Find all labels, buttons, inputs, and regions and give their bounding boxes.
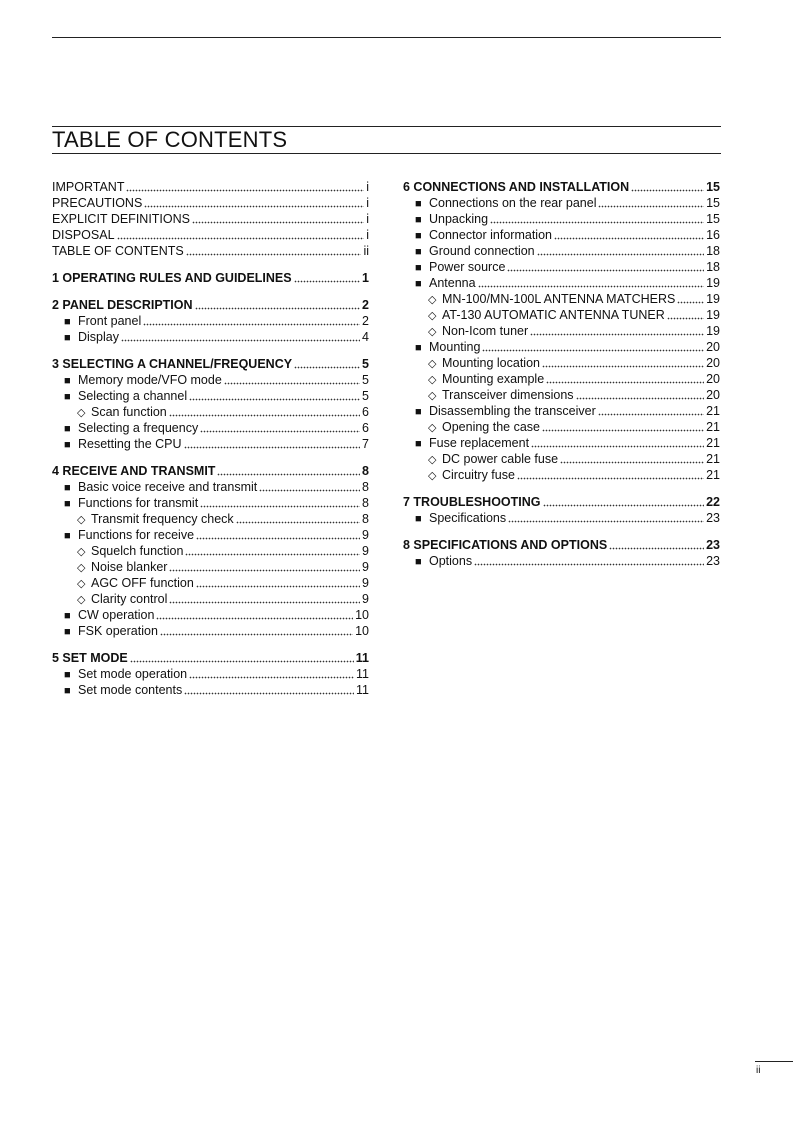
toc-entry-functions-for-receive[interactable] xyxy=(52,527,369,543)
dot-leader xyxy=(169,414,360,417)
toc-entry-power-source[interactable] xyxy=(403,259,720,275)
toc-entry-specifications[interactable] xyxy=(403,510,720,526)
toc-entry-label: 3 SELECTING A CHANNEL/FREQUENCY xyxy=(52,357,293,371)
dot-leader xyxy=(143,323,360,326)
toc-entry-page-number: 9 xyxy=(362,560,369,574)
toc-entry-page-number: 9 xyxy=(362,576,369,590)
toc-entry-page-number: 20 xyxy=(706,372,720,386)
toc-entry-label: Set mode operation xyxy=(78,667,188,681)
toc-left-column xyxy=(52,179,369,698)
toc-entry-page-number: 2 xyxy=(362,298,369,312)
dot-leader xyxy=(530,333,704,336)
dot-leader xyxy=(546,381,704,384)
toc-entry-label: Transceiver dimensions xyxy=(442,388,574,402)
dot-leader xyxy=(144,205,364,208)
toc-entry-noise-blanker[interactable] xyxy=(52,559,369,575)
diamond-bullet-icon: ◇ xyxy=(428,390,437,402)
section-gap xyxy=(52,286,369,297)
dot-leader xyxy=(294,280,360,283)
toc-entry-1-operating-rules-and-guidelines[interactable] xyxy=(52,270,369,286)
toc-entry-label: Basic voice receive and transmit xyxy=(78,480,258,494)
filled-square-bullet-icon: ■ xyxy=(415,556,422,568)
dot-leader xyxy=(542,365,704,368)
dot-leader xyxy=(186,253,362,256)
dot-leader xyxy=(224,382,360,385)
toc-entry-label: 1 OPERATING RULES AND GUIDELINES xyxy=(52,271,292,285)
dot-leader xyxy=(667,317,704,320)
toc-entry-label: Memory mode/VFO mode xyxy=(78,373,222,387)
toc-entry-label: PRECAUTIONS xyxy=(52,196,143,210)
toc-entry-page-number: 10 xyxy=(355,608,369,622)
toc-entry-page-number: 22 xyxy=(706,495,720,509)
dot-leader xyxy=(184,692,354,695)
toc-entry-label: Set mode contents xyxy=(78,683,183,697)
dot-leader xyxy=(196,537,360,540)
section-gap xyxy=(403,483,720,494)
filled-square-bullet-icon: ■ xyxy=(64,423,71,435)
toc-entry-page-number: 21 xyxy=(706,468,720,482)
toc-entry-label: Clarity control xyxy=(91,592,168,606)
filled-square-bullet-icon: ■ xyxy=(415,513,422,525)
dot-leader xyxy=(598,205,704,208)
dot-leader xyxy=(121,339,360,342)
footer-rule xyxy=(755,1061,793,1062)
dot-leader xyxy=(117,237,365,240)
toc-entry-resetting-the-cpu[interactable] xyxy=(52,436,369,452)
dot-leader xyxy=(195,307,361,310)
toc-entry-page-number: 4 xyxy=(362,330,369,344)
toc-entry-label: Display xyxy=(78,330,119,344)
toc-entry-label: Resetting the CPU xyxy=(78,437,182,451)
diamond-bullet-icon: ◇ xyxy=(77,562,86,574)
toc-entry-page-number: 9 xyxy=(362,528,369,542)
toc-entry-label: Squelch function xyxy=(91,544,184,558)
page-title: TABLE OF CONTENTS xyxy=(52,127,288,152)
toc-entry-5-set-mode[interactable] xyxy=(52,650,369,666)
toc-entry-page-number: 11 xyxy=(355,651,369,665)
toc-entry-page-number: 15 xyxy=(706,196,720,210)
filled-square-bullet-icon: ■ xyxy=(64,610,71,622)
dot-leader xyxy=(294,366,360,369)
toc-entry-page-number: 19 xyxy=(706,324,720,338)
toc-entry-page-number: 15 xyxy=(706,212,720,226)
toc-entry-page-number: i xyxy=(366,228,369,242)
toc-entry-page-number: 19 xyxy=(706,292,720,306)
toc-entry-page-number: 5 xyxy=(362,357,369,371)
toc-entry-unpacking[interactable] xyxy=(403,211,720,227)
toc-entry-table-of-contents[interactable] xyxy=(52,243,369,259)
diamond-bullet-icon: ◇ xyxy=(77,546,86,558)
toc-entry-page-number: 23 xyxy=(706,538,720,552)
diamond-bullet-icon: ◇ xyxy=(77,514,86,526)
toc-entry-squelch-function[interactable] xyxy=(52,543,369,559)
toc-entry-page-number: 21 xyxy=(706,420,720,434)
toc-entry-circuitry-fuse[interactable] xyxy=(403,467,720,483)
toc-entry-page-number: i xyxy=(366,196,369,210)
dot-leader xyxy=(543,504,705,507)
dot-leader xyxy=(490,221,704,224)
dot-leader xyxy=(598,413,704,416)
toc-entry-2-panel-description[interactable] xyxy=(52,297,369,313)
toc-entry-antenna[interactable] xyxy=(403,275,720,291)
filled-square-bullet-icon: ■ xyxy=(415,342,422,354)
diamond-bullet-icon: ◇ xyxy=(428,358,437,370)
toc-entry-label: MN-100/MN-100L ANTENNA MATCHERS xyxy=(442,292,676,306)
toc-entry-disassembling-the-transceiver[interactable] xyxy=(403,403,720,419)
toc-entry-page-number: 21 xyxy=(706,404,720,418)
filled-square-bullet-icon: ■ xyxy=(415,438,422,450)
toc-entry-page-number: i xyxy=(366,180,369,194)
diamond-bullet-icon: ◇ xyxy=(428,294,437,306)
toc-entry-label: Connections on the rear panel xyxy=(429,196,597,210)
toc-entry-ground-connection[interactable] xyxy=(403,243,720,259)
filled-square-bullet-icon: ■ xyxy=(64,316,71,328)
toc-entry-page-number: 23 xyxy=(706,511,720,525)
dot-leader xyxy=(609,547,704,550)
toc-entry-page-number: 18 xyxy=(706,244,720,258)
dot-leader xyxy=(130,660,354,663)
toc-entry-label: Front panel xyxy=(78,314,142,328)
dot-leader xyxy=(236,521,360,524)
toc-entry-7-troubleshooting[interactable] xyxy=(403,494,720,510)
toc-entry-page-number: 7 xyxy=(362,437,369,451)
dot-leader xyxy=(531,445,704,448)
toc-entry-label: Noise blanker xyxy=(91,560,168,574)
footer-page-number: ii xyxy=(756,1065,761,1076)
toc-entry-precautions[interactable] xyxy=(52,195,369,211)
toc-entry-mn-100-mn-100l-antenna-matchers[interactable] xyxy=(403,291,720,307)
dot-leader xyxy=(184,446,361,449)
toc-entry-page-number: 5 xyxy=(362,373,369,387)
toc-entry-transceiver-dimensions[interactable] xyxy=(403,387,720,403)
dot-leader xyxy=(508,520,704,523)
dot-leader xyxy=(169,569,360,572)
diamond-bullet-icon: ◇ xyxy=(428,422,437,434)
toc-entry-mounting-location[interactable] xyxy=(403,355,720,371)
filled-square-bullet-icon: ■ xyxy=(415,198,422,210)
toc-entry-scan-function[interactable] xyxy=(52,404,369,420)
toc-entry-label: DC power cable fuse xyxy=(442,452,559,466)
toc-entry-label: Mounting example xyxy=(442,372,545,386)
toc-entry-front-panel[interactable] xyxy=(52,313,369,329)
title-underline xyxy=(52,153,721,154)
dot-leader xyxy=(478,285,705,288)
dot-leader xyxy=(200,505,360,508)
toc-entry-page-number: 18 xyxy=(706,260,720,274)
toc-entry-opening-the-case[interactable] xyxy=(403,419,720,435)
diamond-bullet-icon: ◇ xyxy=(428,470,437,482)
diamond-bullet-icon: ◇ xyxy=(428,374,437,386)
dot-leader xyxy=(677,301,704,304)
toc-entry-label: AGC OFF function xyxy=(91,576,194,590)
toc-entry-page-number: 16 xyxy=(706,228,720,242)
toc-entry-page-number: 8 xyxy=(362,480,369,494)
dot-leader xyxy=(482,349,704,352)
toc-entry-clarity-control[interactable] xyxy=(52,591,369,607)
toc-entry-page-number: 5 xyxy=(362,389,369,403)
toc-entry-3-selecting-a-channel-frequency[interactable] xyxy=(52,356,369,372)
toc-entry-page-number: ii xyxy=(363,244,369,258)
dot-leader xyxy=(185,553,360,556)
toc-entry-label: 8 SPECIFICATIONS AND OPTIONS xyxy=(403,538,608,552)
toc-entry-label: 2 PANEL DESCRIPTION xyxy=(52,298,193,312)
toc-entry-page-number: 1 xyxy=(362,271,369,285)
toc-entry-disposal[interactable] xyxy=(52,227,369,243)
toc-entry-label: Disassembling the transceiver xyxy=(429,404,596,418)
toc-entry-label: IMPORTANT xyxy=(52,180,125,194)
toc-entry-label: Unpacking xyxy=(429,212,489,226)
toc-entry-connector-information[interactable] xyxy=(403,227,720,243)
toc-entry-label: EXPLICIT DEFINITIONS xyxy=(52,212,190,226)
dot-leader xyxy=(156,617,353,620)
toc-entry-functions-for-transmit[interactable] xyxy=(52,495,369,511)
toc-entry-label: Antenna xyxy=(429,276,476,290)
toc-entry-8-specifications-and-options[interactable] xyxy=(403,537,720,553)
toc-entry-dc-power-cable-fuse[interactable] xyxy=(403,451,720,467)
toc-entry-6-connections-and-installation[interactable] xyxy=(403,179,720,195)
toc-entry-display[interactable] xyxy=(52,329,369,345)
toc-entry-label: AT-130 AUTOMATIC ANTENNA TUNER xyxy=(442,308,665,322)
toc-entry-label: 4 RECEIVE AND TRANSMIT xyxy=(52,464,216,478)
toc-entry-page-number: 15 xyxy=(706,180,720,194)
toc-entry-page-number: 20 xyxy=(706,356,720,370)
toc-entry-label: CW operation xyxy=(78,608,155,622)
dot-leader xyxy=(189,676,354,679)
toc-entry-page-number: 6 xyxy=(362,405,369,419)
toc-entry-label: Transmit frequency check xyxy=(91,512,234,526)
diamond-bullet-icon: ◇ xyxy=(428,310,437,322)
toc-entry-label: Fuse replacement xyxy=(429,436,530,450)
section-gap xyxy=(52,639,369,650)
toc-entry-transmit-frequency-check[interactable] xyxy=(52,511,369,527)
filled-square-bullet-icon: ■ xyxy=(415,230,422,242)
filled-square-bullet-icon: ■ xyxy=(64,626,71,638)
toc-entry-label: Specifications xyxy=(429,511,507,525)
toc-entry-page-number: 8 xyxy=(362,496,369,510)
toc-entry-page-number: 20 xyxy=(706,340,720,354)
toc-entry-page-number: i xyxy=(366,212,369,226)
diamond-bullet-icon: ◇ xyxy=(77,578,86,590)
toc-entry-page-number: 19 xyxy=(706,308,720,322)
toc-entry-mounting-example[interactable] xyxy=(403,371,720,387)
filled-square-bullet-icon: ■ xyxy=(64,332,71,344)
filled-square-bullet-icon: ■ xyxy=(415,262,422,274)
section-gap xyxy=(52,452,369,463)
toc-entry-non-icom-tuner[interactable] xyxy=(403,323,720,339)
dot-leader xyxy=(169,601,360,604)
toc-entry-label: Mounting location xyxy=(442,356,540,370)
toc-entry-page-number: 11 xyxy=(356,683,369,697)
toc-entry-mounting[interactable] xyxy=(403,339,720,355)
toc-entry-page-number: 10 xyxy=(355,624,369,638)
toc-entry-memory-mode-vfo-mode[interactable] xyxy=(52,372,369,388)
diamond-bullet-icon: ◇ xyxy=(428,454,437,466)
filled-square-bullet-icon: ■ xyxy=(64,669,71,681)
toc-entry-page-number: 8 xyxy=(362,464,369,478)
toc-entry-at-130-automatic-antenna-tuner[interactable] xyxy=(403,307,720,323)
filled-square-bullet-icon: ■ xyxy=(64,391,71,403)
filled-square-bullet-icon: ■ xyxy=(64,482,71,494)
toc-entry-label: Selecting a frequency xyxy=(78,421,199,435)
toc-entry-label: Power source xyxy=(429,260,506,274)
filled-square-bullet-icon: ■ xyxy=(64,439,71,451)
toc-entry-page-number: 9 xyxy=(362,544,369,558)
toc-entry-label: TABLE OF CONTENTS xyxy=(52,244,184,258)
toc-entry-selecting-a-channel[interactable] xyxy=(52,388,369,404)
toc-entry-set-mode-operation[interactable] xyxy=(52,666,369,682)
filled-square-bullet-icon: ■ xyxy=(415,246,422,258)
toc-entry-label: FSK operation xyxy=(78,624,158,638)
filled-square-bullet-icon: ■ xyxy=(64,498,71,510)
toc-entry-connections-on-the-rear-panel[interactable] xyxy=(403,195,720,211)
toc-entry-explicit-definitions[interactable] xyxy=(52,211,369,227)
dot-leader xyxy=(554,237,704,240)
dot-leader xyxy=(160,633,353,636)
dot-leader xyxy=(200,430,360,433)
toc-entry-label: Ground connection xyxy=(429,244,535,258)
filled-square-bullet-icon: ■ xyxy=(415,406,422,418)
toc-entry-page-number: 6 xyxy=(362,421,369,435)
toc-entry-set-mode-contents[interactable] xyxy=(52,682,369,698)
toc-entry-label: Opening the case xyxy=(442,420,540,434)
toc-entry-label: Circuitry fuse xyxy=(442,468,515,482)
toc-entry-page-number: 21 xyxy=(706,436,720,450)
diamond-bullet-icon: ◇ xyxy=(428,326,437,338)
dot-leader xyxy=(542,429,704,432)
toc-right-column xyxy=(403,179,720,569)
filled-square-bullet-icon: ■ xyxy=(415,278,422,290)
dot-leader xyxy=(517,477,704,480)
dot-leader xyxy=(560,461,704,464)
toc-entry-basic-voice-receive-and-transmit[interactable] xyxy=(52,479,369,495)
top-rule xyxy=(52,37,721,38)
toc-entry-page-number: 21 xyxy=(706,452,720,466)
toc-entry-selecting-a-frequency[interactable] xyxy=(52,420,369,436)
filled-square-bullet-icon: ■ xyxy=(64,530,71,542)
toc-entry-label: Selecting a channel xyxy=(78,389,188,403)
toc-entry-important[interactable] xyxy=(52,179,369,195)
dot-leader xyxy=(126,189,364,192)
toc-entry-label: 7 TROUBLESHOOTING xyxy=(403,495,541,509)
toc-entry-fuse-replacement[interactable] xyxy=(403,435,720,451)
dot-leader xyxy=(507,269,704,272)
toc-entry-page-number: 19 xyxy=(706,276,720,290)
toc-entry-label: DISPOSAL xyxy=(52,228,115,242)
dot-leader xyxy=(474,563,704,566)
filled-square-bullet-icon: ■ xyxy=(415,214,422,226)
toc-entry-page-number: 2 xyxy=(362,314,369,328)
dot-leader xyxy=(259,489,360,492)
toc-entry-page-number: 9 xyxy=(362,592,369,606)
toc-entry-label: Mounting xyxy=(429,340,481,354)
dot-leader xyxy=(576,397,705,400)
toc-entry-label: Non-Icom tuner xyxy=(442,324,529,338)
diamond-bullet-icon: ◇ xyxy=(77,407,86,419)
diamond-bullet-icon: ◇ xyxy=(77,594,86,606)
toc-entry-page-number: 23 xyxy=(706,554,720,568)
section-gap xyxy=(52,345,369,356)
filled-square-bullet-icon: ■ xyxy=(64,685,71,697)
dot-leader xyxy=(189,398,360,401)
section-gap xyxy=(403,526,720,537)
toc-entry-cw-operation[interactable] xyxy=(52,607,369,623)
toc-entry-label: 6 CONNECTIONS AND INSTALLATION xyxy=(403,180,630,194)
toc-entry-label: Connector information xyxy=(429,228,552,242)
filled-square-bullet-icon: ■ xyxy=(64,375,71,387)
toc-entry-fsk-operation[interactable] xyxy=(52,623,369,639)
dot-leader xyxy=(537,253,704,256)
toc-entry-label: Functions for transmit xyxy=(78,496,199,510)
toc-entry-4-receive-and-transmit[interactable] xyxy=(52,463,369,479)
toc-entry-page-number: 20 xyxy=(706,388,720,402)
toc-entry-label: Options xyxy=(429,554,473,568)
dot-leader xyxy=(217,473,360,476)
toc-entry-label: Scan function xyxy=(91,405,167,419)
toc-entry-page-number: 8 xyxy=(362,512,369,526)
toc-entry-agc-off-function[interactable] xyxy=(52,575,369,591)
toc-entry-label: 5 SET MODE xyxy=(52,651,128,665)
section-gap xyxy=(52,259,369,270)
toc-entry-options[interactable] xyxy=(403,553,720,569)
toc-entry-page-number: 11 xyxy=(356,667,369,681)
dot-leader xyxy=(631,189,704,192)
dot-leader xyxy=(192,221,364,224)
dot-leader xyxy=(196,585,360,588)
toc-entry-label: Functions for receive xyxy=(78,528,195,542)
